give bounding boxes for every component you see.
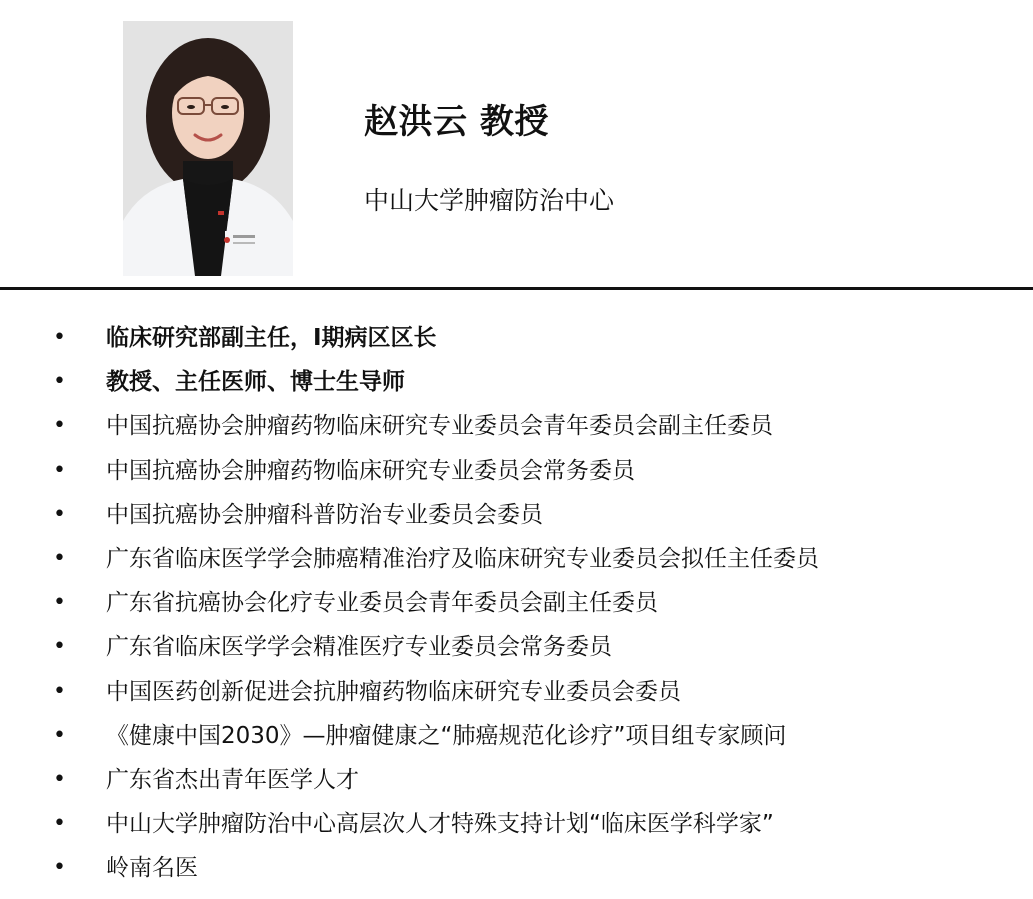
bullet-icon: •: [53, 501, 66, 527]
list-item-text: 岭南名医: [106, 855, 198, 882]
list-item-text: 中国抗癌协会肿瘤科普防治专业委员会委员: [106, 501, 543, 528]
list-item: [0, 714, 1033, 758]
list-item: [0, 360, 1033, 404]
bullet-icon: •: [53, 766, 66, 792]
list-item: [0, 581, 1033, 625]
list-item: [0, 670, 1033, 714]
list-item: [0, 316, 1033, 360]
list-item-text: 广东省临床医学学会精准医疗专业委员会常务委员: [106, 634, 612, 661]
list-item-text: 中国医药创新促进会抗肿瘤药物临床研究专业委员会委员: [106, 678, 681, 705]
list-item-text: 教授、主任医师、博士生导师: [106, 369, 405, 396]
list-item-text: 临床研究部副主任，I期病区区长: [106, 325, 437, 351]
profile-affiliation: 中山大学肿瘤防治中心: [364, 186, 615, 215]
list-item: [0, 537, 1033, 581]
list-item: [0, 802, 1033, 846]
list-item: [0, 449, 1033, 493]
section-divider: [0, 287, 1033, 290]
bullet-icon: •: [53, 590, 66, 616]
bullet-icon: •: [53, 457, 66, 483]
list-item-text: 中国抗癌协会肿瘤药物临床研究专业委员会青年委员会副主任委员: [106, 413, 773, 440]
bullet-icon: •: [53, 722, 66, 748]
list-item-text: 中国抗癌协会肿瘤药物临床研究专业委员会常务委员: [106, 457, 635, 484]
bullet-icon: •: [53, 811, 66, 837]
list-item: [0, 846, 1033, 890]
list-item-text: 《健康中国2030》—肿瘤健康之“肺癌规范化诊疗”项目组专家顾问: [106, 722, 787, 749]
bullet-icon: •: [53, 545, 66, 571]
bullet-icon: •: [53, 369, 66, 395]
credentials-list: [0, 316, 1033, 890]
list-item-text: 广东省抗癌协会化疗专业委员会青年委员会副主任委员: [106, 590, 658, 617]
bullet-icon: •: [53, 855, 66, 881]
bullet-icon: •: [53, 413, 66, 439]
profile-name: 赵洪云 教授: [364, 102, 549, 142]
list-item-text: 广东省临床医学学会肺癌精准治疗及临床研究专业委员会拟任主任委员: [106, 545, 819, 572]
bullet-icon: •: [53, 678, 66, 704]
list-item: [0, 625, 1033, 669]
list-item-text: 中山大学肿瘤防治中心高层次人才特殊支持计划“临床医学科学家”: [106, 811, 774, 838]
list-item-text: 广东省杰出青年医学人才: [106, 766, 359, 793]
list-item: [0, 493, 1033, 537]
portrait-illustration: [123, 21, 293, 276]
list-item: [0, 758, 1033, 802]
bullet-icon: •: [53, 325, 66, 350]
portrait-photo: [123, 21, 293, 276]
bullet-icon: •: [53, 634, 66, 660]
profile-header: [0, 0, 1033, 289]
list-item: [0, 404, 1033, 448]
